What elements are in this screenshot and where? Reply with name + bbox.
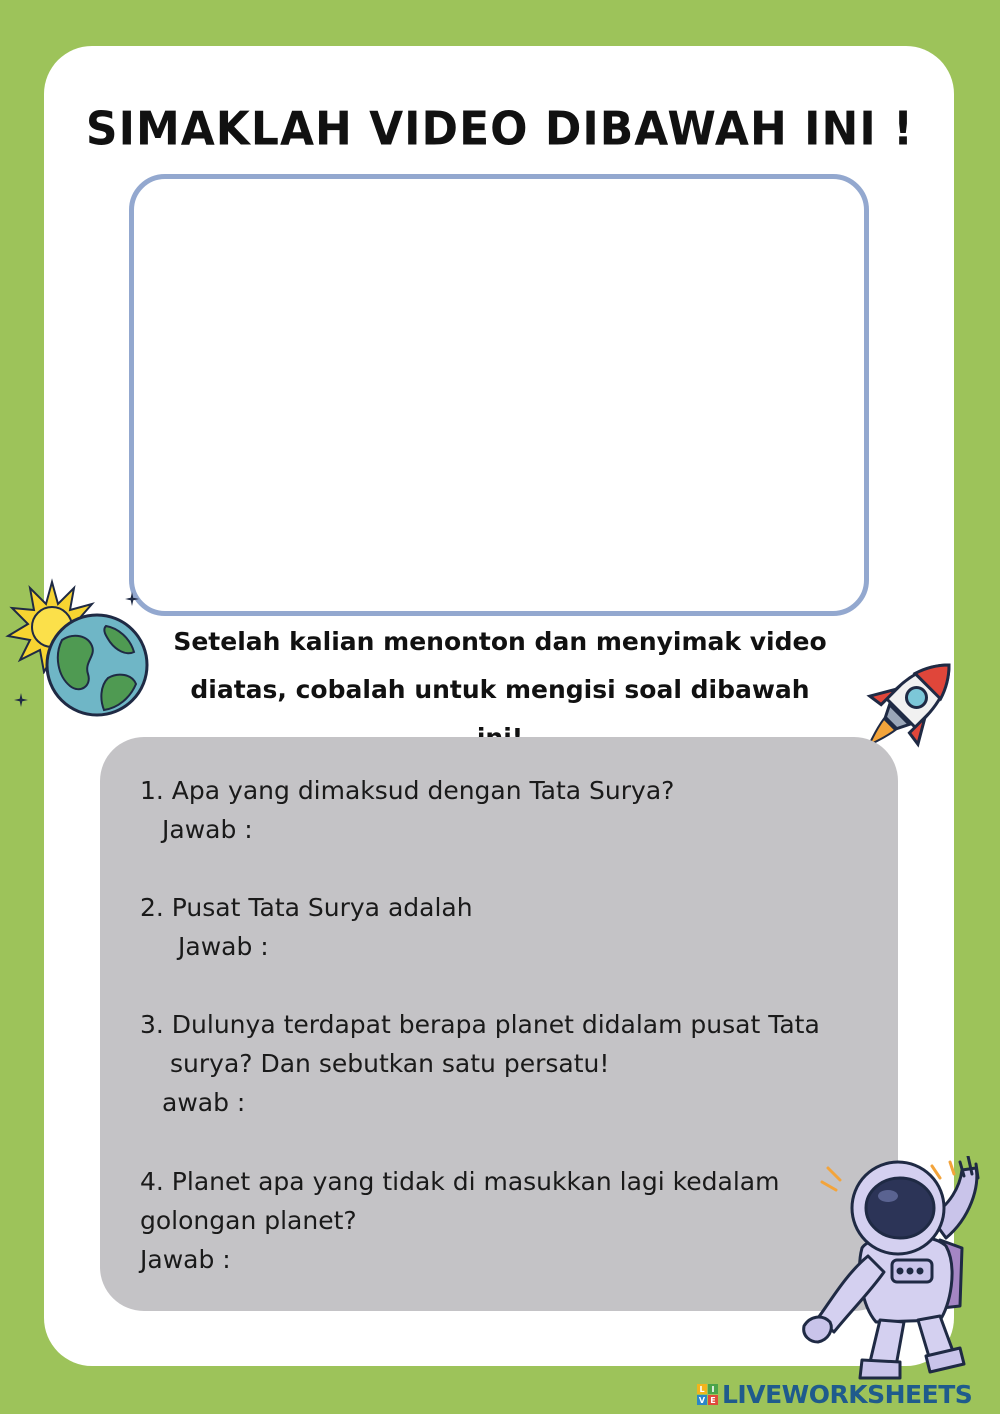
question-3-answer-label[interactable]: awab : xyxy=(162,1088,246,1117)
question-1-text: 1. Apa yang dimaksud dengan Tata Surya? xyxy=(140,776,675,805)
liveworksheets-watermark[interactable] xyxy=(697,1380,972,1409)
question-4-text-continued: golongan planet? xyxy=(140,1206,357,1235)
question-2-answer-label[interactable]: Jawab : xyxy=(178,932,269,961)
instruction-line-1: Setelah kalian menonton dan menyimak video xyxy=(173,627,827,656)
question-4-answer-label[interactable]: Jawab : xyxy=(140,1245,231,1274)
page-title: SIMAKLAH VIDEO DIBAWAH INI ! xyxy=(85,102,915,157)
astronaut-icon xyxy=(800,1156,996,1384)
logo-letter-e: E xyxy=(708,1395,718,1405)
sparkle-icon xyxy=(124,591,140,607)
liveworksheets-text: LIVEWORKSHEETS xyxy=(722,1380,973,1409)
video-placeholder[interactable] xyxy=(129,174,869,616)
question-4-text: 4. Planet apa yang tidak di masukkan lagi kedalam xyxy=(140,1167,780,1196)
logo-letter-i: I xyxy=(708,1384,718,1394)
question-1-answer-label[interactable]: Jawab : xyxy=(162,815,253,844)
instruction-line-2: diatas, cobalah untuk mengisi soal dibawah xyxy=(190,675,810,704)
liveworksheets-logo-icon xyxy=(697,1384,718,1405)
earth-icon xyxy=(44,612,150,718)
logo-letter-l: L xyxy=(697,1384,707,1394)
question-3-text-continued: surya? Dan sebutkan satu persatu! xyxy=(170,1049,610,1078)
sparkle-icon xyxy=(13,692,29,708)
question-2-text: 2. Pusat Tata Surya adalah xyxy=(140,893,473,922)
question-3-text: 3. Dulunya terdapat berapa planet didalam pusat Tata xyxy=(140,1010,820,1039)
logo-letter-v: V xyxy=(698,1395,706,1405)
